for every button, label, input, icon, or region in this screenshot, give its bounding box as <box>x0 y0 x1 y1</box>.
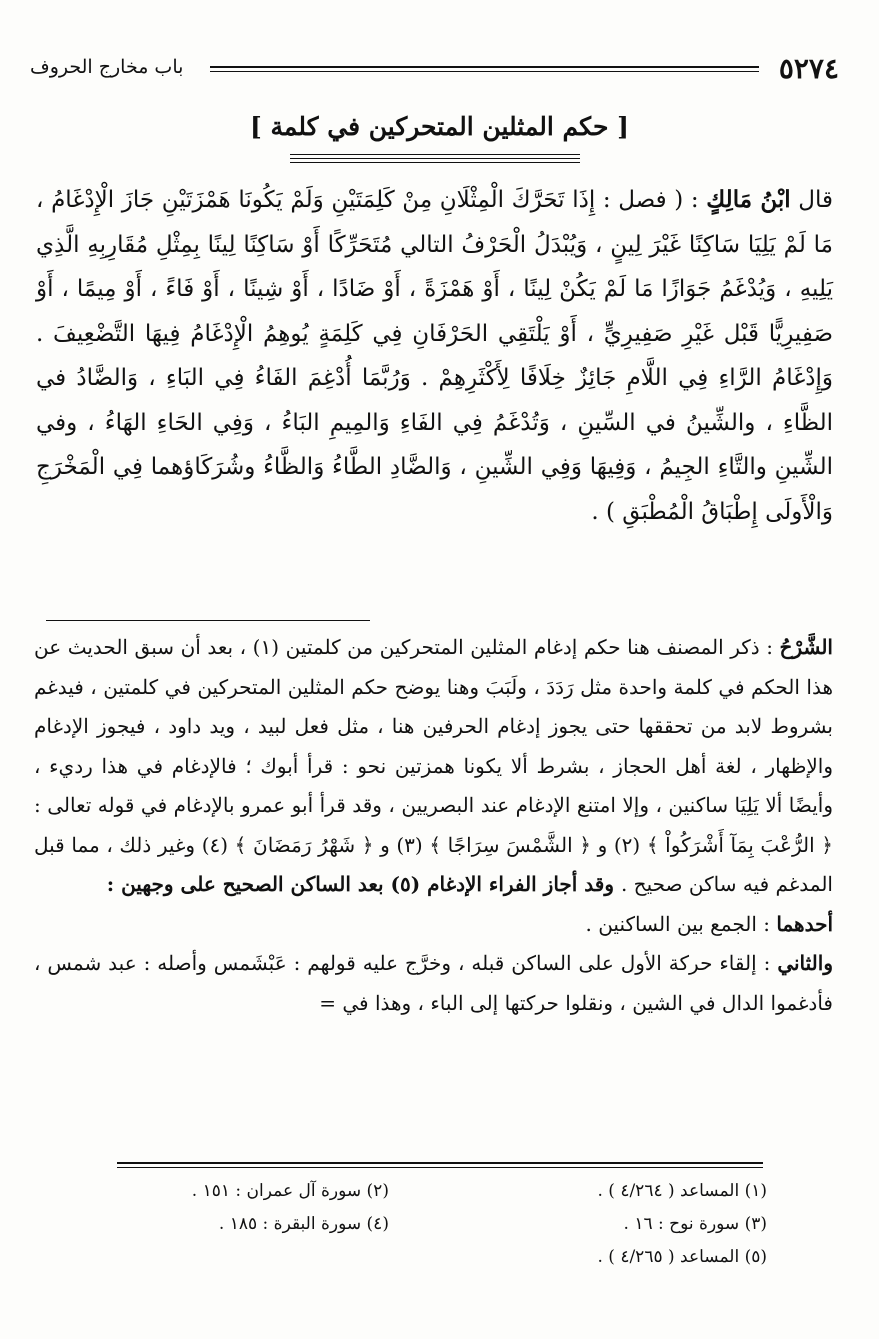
footnote: (٢) سورة آل عمران : ١٥١ . <box>191 1181 389 1201</box>
matn-intro: قال <box>790 187 834 213</box>
footnote: (١) المساعد ( ٤/٢٦٤ ) . <box>597 1181 767 1201</box>
sharh-label: الشَّرْحُ <box>779 635 833 659</box>
section-title: [ حكم المثلين المتحركين في كلمة ] <box>250 112 629 141</box>
sharh-text <box>34 628 833 1023</box>
first-aspect <box>34 905 833 945</box>
page-number: ٥٢٧٤ <box>778 52 839 85</box>
title-underline <box>290 154 580 159</box>
matn-text <box>36 178 833 534</box>
footnote: (٥) المساعد ( ٤/٢٦٥ ) . <box>597 1247 767 1267</box>
author-name: ابْنُ مَالِكٍ <box>706 186 791 213</box>
matn-paragraph <box>36 178 833 534</box>
footnote-row <box>40 1241 767 1274</box>
footnote-rule <box>117 1162 763 1168</box>
sharh-divider <box>46 620 370 621</box>
sharh-bold-sentence: وقد أجاز الفراء الإدغام (٥) بعد الساكن الصحيح على وجهين : <box>106 872 621 896</box>
first-aspect-label: أحدهما <box>776 911 833 936</box>
second-aspect <box>34 944 833 1023</box>
footnotes <box>40 1175 767 1274</box>
second-aspect-label: والثاني <box>777 951 833 975</box>
footnote-row <box>40 1208 767 1241</box>
footnote-row <box>40 1175 767 1208</box>
footnote: (٣) سورة نوح : ١٦ . <box>623 1214 767 1234</box>
title-underline-second <box>290 162 580 163</box>
sharh-body: : ذكر المصنف هنا حكم إدغام المثلين المتحركين من كلمتين (١) ، بعد أن سبق الحديث عن هذا الحكم في كلمة واحدة مثل رَدَدَ ، ولَبَبَ وهنا يوضح حكم المثلين المتحركين في كلمتين ، فيدغم بشروط لابد من تحققها حتى يجوز إدغام الحرفين هنا ، مثل فعل لبيد ، ويد داود ، فيجوز الإدغام والإظهار ، لغة أهل الحجاز ، بشرط ألا يكونا همزتين نحو : قرأ أبوك ؛ فالإدغام في هذا رديء ، وأيضًا ألا يَلِيَا ساكنين ، وإلا امتنع الإدغام عند البصريين ، وقد قرأ أبو عمرو بالإدغام في قوله تعالى : ﴿ الرُّعْبَ بِمَآ أَشْرَكُواْ ﴾ (٢) و ﴿ الشَّمْسَ سِرَاجًا ﴾ (٣) و ﴿ شَهْرُ رَمَضَانَ ﴾ (٤) وغير ذلك ، مما قبل المدغم فيه ساكن صحيح . <box>34 635 833 896</box>
sharh-paragraph <box>34 628 833 905</box>
running-title: باب مخارج الحروف <box>30 56 184 78</box>
matn-body: : ( فصل : إِذَا تَحَرَّكَ الْمِثْلَانِ مِنْ كَلِمَتَيْنِ وَلَمْ يَكُونَا هَمْزَتَيْنِ جَازَ الْإِدْغَامُ ، مَا لَمْ يَلِيَا سَاكِنًا غَيْرَ لِينٍ ، وَيُبْدَلُ الْحَرْفُ التالي مُتَحَرِّكًا أَوْ سَاكِنًا لِينًا بِمِثْلِ مُقَارِبِهِ الَّذِي يَلِيهِ ، وَيُدْغَمُ جَوَازًا مَا لَمْ يَكُنْ لِينًا ، أَوْ هَمْزَةً ، أَوْ ضَادًا ، أَوْ شِينًا ، أَوْ فَاءً ، أَوْ مِيمًا ، أَوْ صَفِيرِيًّا قَبْل غَيْرِ صَفِيرِيٍّ ، أَوْ يَلْتَقِي الحَرْفَانِ فِي كَلِمَةٍ يُوهِمُ الْإِدْغَامُ فِيهَا التَّضْعِيفَ . وَإِدْغَامُ الرَّاءِ فِي اللَّامِ جَائِزٌ خِلَافًا لِأَكْثَرِهِمْ . وَرُبَّمَا أُدْغِمَ الفَاءُ فِي البَاءِ ، وَالضَّادُ في الظَّاءِ ، والشِّينُ في السِّينِ ، وَتُدْغَمُ فِي الفَاءِ وَالمِيمِ البَاءُ ، وَفِي الحَاءِ الهَاءُ ، وفي الشِّينِ والتَّاءِ الجِيمُ ، وَفِيهَا وَفِي الشِّينِ ، وَالضَّادِ الطَّاءُ وَالظَّاءُ وشُرَكَاؤهما فِي الْمَخْرَجِ وَالْأَولَى إِطْبَاقُ الْمُطْبَقِ ) . <box>36 187 833 525</box>
footnote: (٤) سورة البقرة : ١٨٥ . <box>218 1214 389 1234</box>
second-aspect-text: : إلقاء حركة الأول على الساكن قبله ، وخرَّج عليه قولهم : عَبْشَمس وأصله : عبد شمس ، فأدغموا الدال في الشين ، ونقلوا حركتها إلى الباء ، وهذا في = <box>34 951 833 1015</box>
page-header <box>30 50 839 90</box>
header-rule <box>210 66 759 72</box>
first-aspect-text: : الجمع بين الساكنين . <box>585 911 777 936</box>
footnote-empty <box>40 1241 389 1274</box>
